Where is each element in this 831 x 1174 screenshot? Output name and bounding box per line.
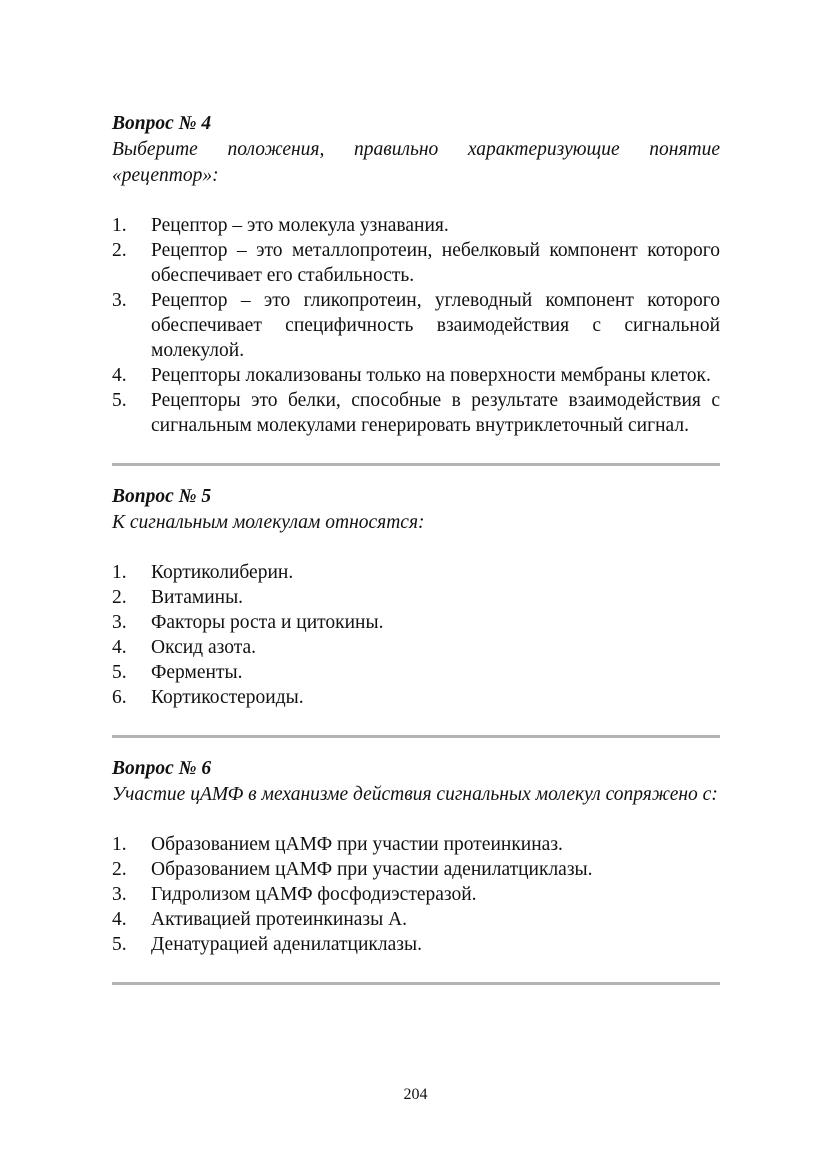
page-content <box>112 111 720 985</box>
answer-number: 5. <box>112 662 127 683</box>
question-title: Вопрос № 4 <box>112 113 212 134</box>
answer-text: Денатурацией аденилатциклазы. <box>151 934 422 955</box>
answer-number: 6. <box>112 687 127 708</box>
question-title: Вопрос № 5 <box>112 486 212 507</box>
answer-number: 4. <box>112 365 127 386</box>
answer-text: Ферменты. <box>151 662 243 683</box>
answer-number: 5. <box>112 934 127 955</box>
answer-text: Образованием цАМФ при участии аденилатциклазы. <box>151 859 593 880</box>
answer-item <box>112 238 720 288</box>
section-divider <box>112 735 720 738</box>
answer-item <box>112 585 720 610</box>
question-title: Вопрос № 6 <box>112 758 212 779</box>
answer-number: 5. <box>112 390 127 411</box>
answer-text: Образованием цАМФ при участии протеинкиназ. <box>151 834 563 855</box>
answer-text: Кортиколиберин. <box>151 562 294 583</box>
answer-number: 3. <box>112 290 127 311</box>
answer-text: Рецепторы локализованы только на поверхности мембраны клеток. <box>151 365 711 386</box>
answer-number: 2. <box>112 587 127 608</box>
answer-text: Факторы роста и цитокины. <box>151 612 384 633</box>
answer-text: Рецептор – это металлопротеин, небелковый компонент которого обеспечивает его стабильность. <box>151 240 720 286</box>
answer-item <box>112 288 720 363</box>
answer-number: 3. <box>112 612 127 633</box>
answer-number: 1. <box>112 834 127 855</box>
answer-item <box>112 882 720 907</box>
answer-item <box>112 660 720 685</box>
answer-text: Кортикостероиды. <box>151 687 304 708</box>
question-6 <box>112 756 720 957</box>
answer-number: 4. <box>112 637 127 658</box>
answer-text: Оксид азота. <box>151 637 256 658</box>
answer-item <box>112 635 720 660</box>
answer-number: 4. <box>112 909 127 930</box>
answer-number: 1. <box>112 215 127 236</box>
question-prompt: Участие цАМФ в механизме действия сигнальных молекул сопряжено с: <box>112 784 718 805</box>
answer-list <box>112 213 720 438</box>
answer-item <box>112 907 720 932</box>
answer-number: 3. <box>112 884 127 905</box>
section-divider <box>112 463 720 466</box>
question-4 <box>112 111 720 438</box>
question-5 <box>112 484 720 710</box>
answer-item <box>112 932 720 957</box>
section-divider <box>112 982 720 985</box>
answer-text: Рецепторы это белки, способные в результате взаимодействия с сигнальным молекулами генерировать внутриклеточный сигнал. <box>151 390 720 436</box>
answer-item <box>112 857 720 882</box>
answer-number: 2. <box>112 240 127 261</box>
answer-item <box>112 685 720 710</box>
page-number: 204 <box>403 1086 428 1103</box>
answer-item <box>112 388 720 438</box>
question-prompt: К сигнальным молекулам относятся: <box>112 512 425 533</box>
question-prompt: Выберите положения, правильно характеризующие понятие «рецептор»: <box>112 139 720 186</box>
answer-list <box>112 560 720 710</box>
answer-text: Витамины. <box>151 587 244 608</box>
answer-text: Гидролизом цАМФ фосфодиэстеразой. <box>151 884 477 905</box>
answer-list <box>112 832 720 957</box>
answer-text: Рецептор – это гликопротеин, углеводный компонент которого обеспечивает специфичность взаимодействия с сигнальной молекулой. <box>151 290 720 361</box>
answer-text: Активацией протеинкиназы А. <box>151 909 408 930</box>
answer-number: 1. <box>112 562 127 583</box>
answer-text: Рецептор – это молекула узнавания. <box>151 215 449 236</box>
answer-number: 2. <box>112 859 127 880</box>
answer-item <box>112 363 720 388</box>
answer-item <box>112 213 720 238</box>
answer-item <box>112 560 720 585</box>
answer-item <box>112 832 720 857</box>
answer-item <box>112 610 720 635</box>
